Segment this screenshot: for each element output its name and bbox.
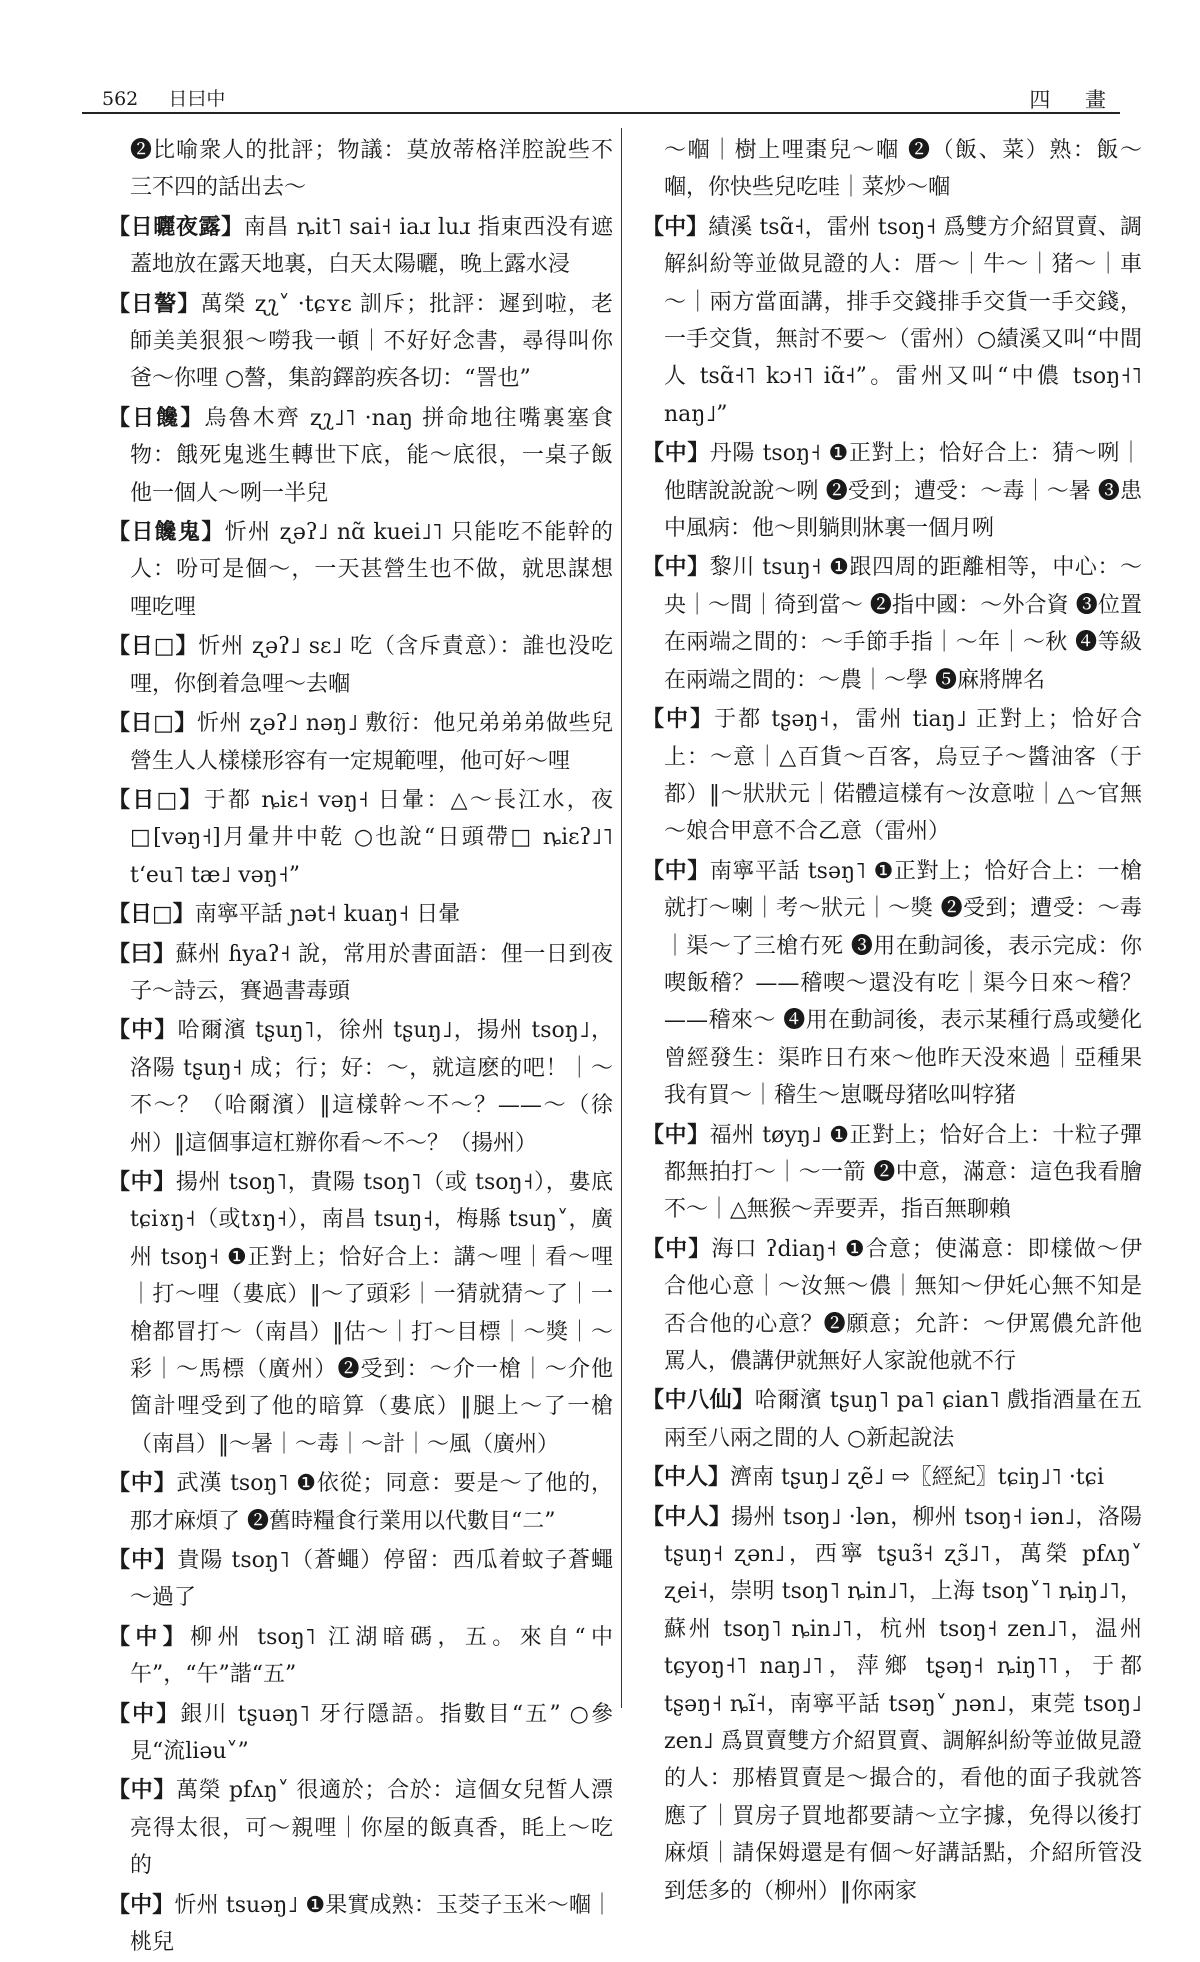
entry-definition: 南昌 ȵit˥ sai˧ iaɹ luɹ 指東西没有遮蓋地放在露天地裏，白天太陽曬，晚上露水浸 [130, 214, 613, 278]
dictionary-entry [642, 1382, 1142, 1457]
dictionary-entry [642, 1459, 1142, 1496]
entry-headword: 【中】 [642, 1235, 712, 1262]
entry-headword: 【中】 [108, 1168, 176, 1195]
entry-headword: 【日□】 [108, 901, 195, 928]
entry-definition: 濟南 tʂuŋ˩ ʐẽ˩ ⇨〖經紀〗tɕiŋ˩˥ ·tɕi [730, 1465, 1105, 1491]
dictionary-entry [108, 705, 613, 780]
entry-definition: 揚州 tsoŋ˥，貴陽 tsoŋ˥（或 tsoŋ˧），婁底 tɕiɤŋ˧（或tɤŋ˧），南昌 tsuŋ˧，梅縣 tsuŋ˅，廣州 tsoŋ˧ ❶正對上；恰好合上：講～哩｜看～哩｜打～哩（婁底）‖～了頭彩｜一猜就猜～了｜一槍都冒打～（南昌）‖估～｜打～目標｜～獎｜～彩｜～馬標（廣州）❷受到：～介一槍｜～介他箇計哩受到了他的暗算（婁底）‖腿上～了一槍（南昌）‖～暑｜～毒｜～計｜～風（廣州） [130, 1169, 613, 1457]
running-head-left [102, 84, 225, 111]
entry-definition: 于都 ȵiɛ˧ vəŋ˧ 日暈：△～長江水，夜□[vəŋ˧]月暈井中乾 ○也說“日頭帶□ ȵiɛʔ˩˥ tʻeu˥ tæ˩ vəŋ˧” [130, 787, 613, 888]
entry-headword: 【日□】 [108, 633, 199, 660]
section-characters: 日曰中 [168, 88, 226, 110]
page-header [82, 62, 1120, 114]
dictionary-entry [642, 435, 1142, 547]
dictionary-entry [108, 1696, 613, 1771]
entry-definition: 忻州 ʐəʔ˩ sɛ˩ 吃（含斥責意）：誰也没吃哩，你倒着急哩～去嗰 [130, 634, 613, 697]
entry-definition: 南寧平話 ɲət˧ kuaŋ˧ 日暈 [194, 902, 461, 928]
entry-headword: 【日□】 [108, 786, 204, 813]
dictionary-entry [642, 853, 1142, 1115]
entry-definition: 武漢 tsoŋ˥ ❶依從；同意：要是～了他的，那才麻煩了 ❷舊時糧食行業用以代數目“二” [130, 1471, 613, 1534]
entry-headword: 【中】 [108, 1700, 181, 1727]
dictionary-entry [108, 209, 613, 284]
entry-headword: 【日饞】 [108, 404, 205, 431]
entry-definition: 萬榮 ʐʅ˅ ·tɕʏɛ 訓斥；批評：遲到啦，老師美美狠狠～嘮我一頓｜不好好念書，尋得叫你爸～你哩 ○謷，集韵鐸韵疾各切：“詈也” [130, 291, 613, 392]
page-number: 562 [102, 88, 139, 110]
right-column [642, 132, 1142, 1904]
column-divider [621, 128, 622, 1708]
entry-definition: 烏魯木齊 ʐʅ˩˥ ·naŋ 拼命地往嘴裏塞食物：餓死鬼逃生轉世下底，能～底很，一桌子飯他一個人～咧一半兒 [130, 405, 613, 506]
entry-headword: 【中】 [108, 1777, 176, 1804]
entry-headword: 【中】 [108, 1891, 175, 1918]
entry-definition: 哈爾濱 tʂuŋ˥，徐州 tʂuŋ˩，揚州 tsoŋ˩，洛陽 tʂuŋ˧ 成；行；好：～，就這麽的吧！｜～不～？（哈爾濱）‖這樣幹～不～？——～（徐州）‖這個事這杠辦你看～不～？（揚州） [130, 1018, 613, 1156]
entry-definition: 蘇州 ɦyaʔ˧ 說，常用於書面語：俚一日到夜子～詩云，賽過書毒頭 [130, 941, 613, 1004]
entry-headword: 【日□】 [108, 710, 197, 737]
dictionary-entry [642, 1499, 1142, 1910]
dictionary-entry [108, 628, 613, 703]
entry-headword: 【中】 [642, 857, 710, 884]
dictionary-entry [642, 701, 1142, 851]
entry-definition: 南寧平話 tsəŋ˥ ❶正對上；恰好合上：一槍就打～喇｜考～狀元｜～獎 ❷受到；遭受：～毒｜渠～了三槍冇死 ❸用在動詞後，表示完成：你喫飯稽？——稽喫～還没有吃｜渠今日來～稽？——稽來～ ❹用在動詞後，表示某種行爲或變化曾經發生：渠昨日冇來～他昨天没來過｜亞種果我有買～｜稽生～崽嘅母猪吆叫牸猪 [664, 858, 1142, 1109]
entry-definition: 福州 tøyŋ˩ ❶正對上；恰好合上：十粒子彈都無拍打～｜～一箭 ❷中意，滿意：這色我看膾不～｜△無猴～弄要弄，指百無聊賴 [664, 1122, 1142, 1223]
dictionary-entry [108, 1465, 613, 1540]
entry-definition: ❷比喻衆人的批評；物議：莫放蒂格洋腔說些不三不四的話出去～ [130, 138, 613, 201]
entry-headword: 【日謷】 [108, 290, 201, 317]
entry-headword: 【中】 [642, 213, 709, 240]
stroke-count-label: 四 畫 [1029, 88, 1120, 112]
dictionary-entry [108, 936, 613, 1011]
entry-definition: 忻州 ʐəʔ˩ nɑ̃ kuei˩˥ 只能吃不能幹的人：吩可是個～，一天甚營生也不做，就思謀想哩吃哩 [130, 520, 613, 620]
entry-headword: 【中人】 [642, 1503, 732, 1530]
dictionary-entry [642, 1117, 1142, 1229]
dictionary-entry [108, 1542, 613, 1617]
dictionary-entry [642, 1231, 1142, 1381]
entry-headword: 【中八仙】 [642, 1387, 755, 1414]
dictionary-entry [642, 209, 1142, 433]
entry-headword: 【日曬夜露】 [108, 213, 244, 240]
entry-headword: 【中】 [108, 1547, 178, 1574]
dictionary-entry [108, 782, 613, 894]
entry-definition: 銀川 tʂuəŋ˥ 牙行隱語。指數目“五” ○參見“流liəu˅” [130, 1701, 613, 1765]
dictionary-entry [108, 1619, 613, 1694]
left-column [108, 132, 613, 1956]
entry-headword: 【中】 [642, 440, 710, 467]
entry-headword: 【中】 [108, 1470, 177, 1497]
entry-definition: 丹陽 tsoŋ˧ ❶正對上；恰好合上：猜～咧｜他瞎說說說～咧 ❷受到；遭受：～毒｜～暑 ❸患中風病：他～則躺則牀裏一個月咧 [664, 441, 1142, 542]
entry-headword: 【中】 [642, 706, 715, 733]
entry-definition: 于都 tʂəŋ˧，雷州 tiaŋ˩ 正對上；恰好合上：～意｜△百貨～百客，烏豆子～醬油客（于都）‖～狀狀元｜偌體這樣有～汝意啦｜△～官無～娘合甲意不合乙意（雷州） [664, 707, 1142, 845]
entry-headword: 【中】 [642, 1121, 710, 1148]
entry-definition: 柳州 tsoŋ˥ 江湖暗碼，五。來自“中午”，“午”諧“五” [130, 1624, 613, 1688]
dictionary-entry [108, 1887, 613, 1962]
dictionary-entry [108, 896, 613, 933]
dictionary-entry [108, 132, 613, 207]
entry-definition: 忻州 ʐəʔ˩ nəŋ˩ 敷衍：他兄弟弟弟做些兒營生人人樣樣形容有一定規範哩，他可好～哩 [130, 711, 613, 774]
dictionary-entry [108, 1772, 613, 1884]
entry-definition: 海口 ʔdiaŋ˧ ❶合意；使滿意：即樣做～伊合他心意｜～汝無～儂｜無知～伊奼心無不知是否合他的心意？❷願意；允許：～伊罵儂允許他罵人，儂講伊就無好人家說他就不行 [664, 1236, 1142, 1374]
entry-definition: 貴陽 tsoŋ˥（蒼蠅）停留：西瓜着蚊子蒼蠅～過了 [130, 1548, 613, 1611]
entry-definition: 萬榮 pfʌŋ˅ 很適於；合於：這個女兒皙人漂亮得太很，可～親哩｜你屋的飯真香，眊上～吃的 [130, 1778, 613, 1879]
dictionary-entry [108, 400, 613, 512]
entry-definition: ～嗰｜樹上哩棗兒～嗰 ❷（飯、菜）熟：飯～嗰，你快些兒吃哇｜菜炒～嗰 [664, 138, 1142, 201]
entry-headword: 【中人】 [642, 1464, 731, 1491]
dictionary-entry [108, 514, 613, 626]
entry-definition: 揚州 tsoŋ˩ ·lən，柳州 tsoŋ˧ iən˩，洛陽 tʂuŋ˧ ʐən˩，西寧 tʂuɜ̃˧ ʐɜ̃˩˥，萬榮 pfʌŋ˅ ʐei˧，崇明 tsoŋ˥ ȵin˩˥，上海 tsoŋ˅˥ ȵiŋ˩˥，蘇州 tsoŋ˥ ȵin˩˥，杭州 tsoŋ˧ zen˩˥，温州 tɕyoŋ˧˥ naŋ˩˥，萍鄉 tʂəŋ˧ ȵiŋ˥˥，于都 tʂəŋ˧ ȵĩ˧，南寧平話 tsəŋ˅ ɲən˩，東莞 tsoŋ˩ zen˩ 爲買賣雙方介紹買賣、調解糾紛等並做見證的人：那樁買賣是～撮合的，看他的面子我就答應了｜買房子買地都要請～立字據，免得以後打麻煩｜請保姆還是有個～好講話點，介紹所管没到恁多的（柳州）‖你兩家 [664, 1504, 1142, 1904]
entry-definition: 忻州 tsuəŋ˩ ❶果實成熟：玉茭子玉米～嗰｜桃兒 [130, 1892, 613, 1956]
entry-headword: 【曰】 [108, 940, 176, 967]
dictionary-entry [108, 1164, 613, 1463]
dictionary-entry [108, 1012, 613, 1162]
dictionary-entry [642, 549, 1142, 699]
entry-headword: 【日饞鬼】 [108, 519, 225, 546]
entry-definition: 黎川 tsuŋ˧ ❶跟四周的距離相等，中心：～央｜～間｜徛到當～ ❷指中國：～外合資 ❸位置在兩端之間的：～手節手指｜～年｜～秋 ❹等級在兩端之間的：～農｜～學 ❺麻將牌名 [664, 555, 1142, 693]
entry-definition: 績溪 tsɑ̃˧，雷州 tsoŋ˧ 爲雙方介紹買賣、調解糾紛等並做見證的人：厝～｜牛～｜猪～｜車～｜兩方當面講，排手交錢排手交貨一手交錢，一手交貨，無討不要～（雷州）○績溪又叫“中間人 tsɑ̃˧˥ kɔ˧˥ iɑ̃˧”。雷州又叫“中儂 tsoŋ˧˥ naŋ˩” [664, 214, 1142, 427]
dictionary-entry [108, 286, 613, 398]
dictionary-entry [642, 132, 1142, 207]
entry-headword: 【中】 [108, 1017, 178, 1044]
entry-definition: 哈爾濱 tʂuŋ˥ pa˥ ɕian˥ 戲指酒量在五兩至八兩之間的人 ○新起說法 [664, 1388, 1142, 1451]
entry-headword: 【中】 [108, 1623, 191, 1650]
entry-headword: 【中】 [642, 554, 710, 581]
